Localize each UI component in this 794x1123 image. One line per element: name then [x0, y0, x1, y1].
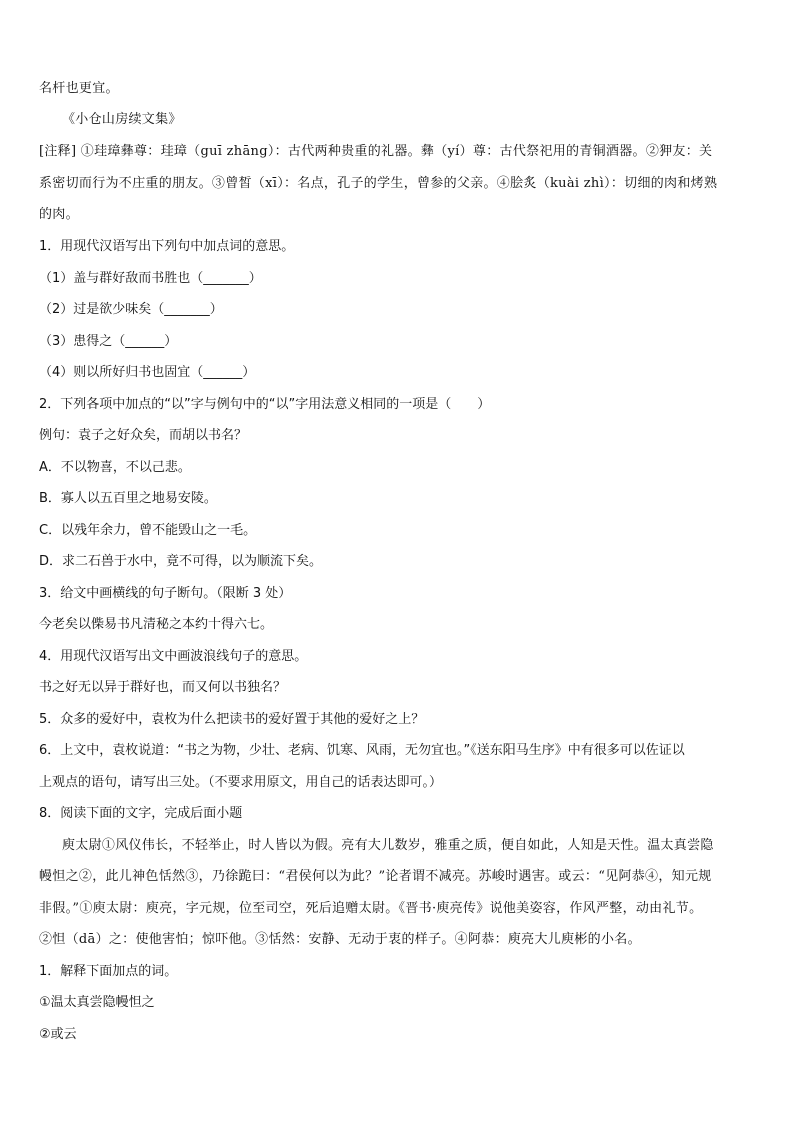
- option-c: C．以残年余力，曾不能毁山之一毛。: [39, 523, 257, 538]
- question-4: 4．用现代汉语写出文中画波浪线句子的意思。: [39, 649, 308, 664]
- question-2-example: 例句：袁子之好众矣，而胡以书名？: [39, 428, 248, 443]
- question-3-sentence: 今老矣以偨易书凡清秘之本约十得六七。: [39, 617, 274, 632]
- question-1-item-3: （3）患得之（______）: [39, 334, 178, 349]
- passage-line-1: 庾太尉①风仪伟长，不轻举止，时人皆以为假。亮有大儿数岁，雅重之质，便自如此，人知是天性。温太真尝隐: [62, 838, 714, 853]
- passage-line-3: 非假。”①庾太尉：庾亮，字元规，位至司空，死后追赠太尉。《晋书·庾亮传》说他美姿容，作风严整，动由礼节。: [39, 901, 703, 916]
- sub-question-1-item-2: ②或云: [39, 1027, 77, 1042]
- text-line-continuation: 名杆也更宜。: [39, 81, 119, 96]
- annotation-line-2: 系密切而行为不庄重的朋友。③曾皙（xī）：名点，孔子的学生，曾参的父亲。④脍炙（kuài zhì）：切细的肉和烤熟: [39, 176, 718, 191]
- sub-question-1-item-1: ①温太真尝隐幔怛之: [39, 995, 155, 1010]
- question-6-line-1: 6．上文中，袁枚说道：“书之为物，少壮、老病、饥寒、风雨，无勿宜也。”《送东阳马生序》中有很多可以佐证以: [39, 743, 685, 758]
- question-8: 8．阅读下面的文字，完成后面小题: [39, 806, 243, 821]
- passage-line-2: 幔怛之②，此儿神色恬然③，乃徐跪曰：“君侯何以为此？”论者谓不减亮。苏峻时遇害。或云：“见阿恭④，知元规: [39, 869, 712, 884]
- question-5: 5．众多的爱好中，袁枚为什么把读书的爱好置于其他的爱好之上？: [39, 712, 425, 727]
- question-1-item-1: （1）盖与群好敌而书胜也（_______）: [39, 271, 262, 286]
- option-a: A．不以物喜，不以己悲。: [39, 460, 191, 475]
- passage-line-4: ②怛（dā）之：使他害怕；惊吓他。③恬然：安静、无动于衷的样子。④阿恭：庾亮大儿庾彬的小名。: [39, 932, 641, 947]
- question-1: 1．用现代汉语写出下列句中加点词的意思。: [39, 239, 295, 254]
- option-b: B．寡人以五百里之地易安陵。: [39, 491, 217, 506]
- sub-question-1: 1．解释下面加点的词。: [39, 964, 178, 979]
- question-3: 3．给文中画横线的句子断句。（限断 3 处）: [39, 586, 292, 601]
- question-6-line-2: 上观点的语句，请写出三处。（不要求用原文，用自己的话表达即可。）: [39, 775, 443, 790]
- question-2: 2．下列各项中加点的“以”字与例句中的“以”字用法意义相同的一项是（ ）: [39, 397, 491, 412]
- source-citation: 《小仓山房续文集》: [62, 112, 182, 127]
- question-1-item-2: （2）过是欲少味矣（_______）: [39, 302, 223, 317]
- annotation-line-3: 的肉。: [39, 207, 79, 222]
- annotation-line-1: [注释] ①珪璋彝尊：珪璋（guī zhāng）：古代两种贵重的礼器。彝（yí）尊：古代祭祀用的青铜酒器。②狎友：关: [39, 144, 713, 159]
- question-4-sentence: 书之好无以异于群好也，而又何以书独名？: [39, 680, 287, 695]
- option-d: D．求二石兽于水中，竟不可得，以为顺流下矣。: [39, 554, 323, 569]
- question-1-item-4: （4）则以所好归书也固宜（______）: [39, 365, 256, 380]
